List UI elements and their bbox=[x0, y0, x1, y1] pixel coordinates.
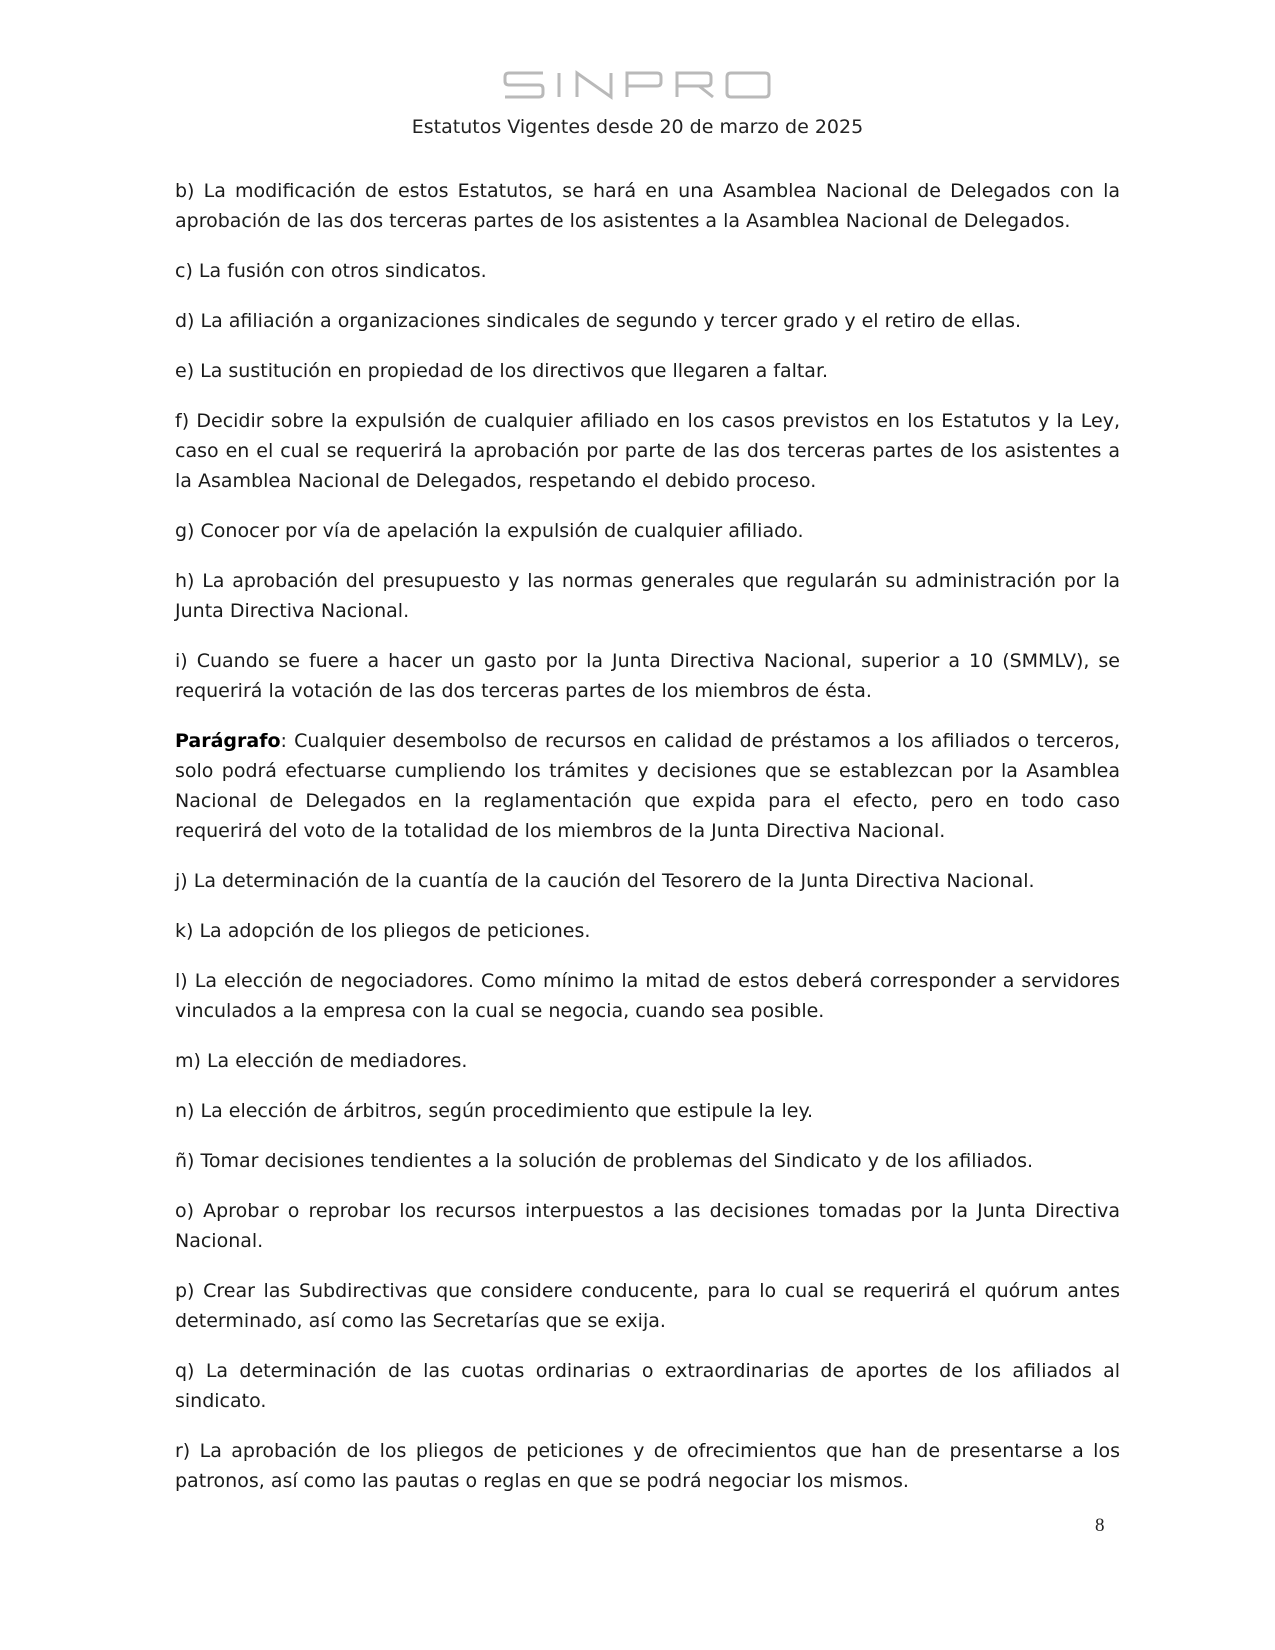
paragraph-h: h) La aprobación del presupuesto y las normas generales que regularán su administración por la Junta Directiva Nacional. bbox=[175, 570, 1120, 622]
paragraph-k: k) La adopción de los pliegos de peticiones. bbox=[175, 920, 591, 942]
paragraph-i: i) Cuando se fuere a hacer un gasto por la Junta Directiva Nacional, superior a 10 (SMMLV), se requerirá la votación de las dos terceras partes de los miembros de ésta. bbox=[175, 650, 1120, 702]
paragraph-p: p) Crear las Subdirectivas que considere conducente, para lo cual se requerirá el quórum antes determinado, así como las Secretarías que se exija. bbox=[175, 1280, 1120, 1332]
paragraph-r: r) La aprobación de los pliegos de peticiones y de ofrecimientos que han de presentarse a los patronos, así como las pautas o reglas en que se podrá negociar los mismos. bbox=[175, 1440, 1120, 1492]
paragraph-j: j) La determinación de la cuantía de la caución del Tesorero de la Junta Directiva Nacional. bbox=[175, 870, 1035, 892]
paragraph-o: o) Aprobar o reprobar los recursos interpuestos a las decisiones tomadas por la Junta Directiva Nacional. bbox=[175, 1200, 1120, 1252]
page-number: 8 bbox=[1095, 1515, 1105, 1536]
paragraph-g: g) Conocer por vía de apelación la expulsión de cualquier afiliado. bbox=[175, 520, 804, 542]
paragraph-q: q) La determinación de las cuotas ordinarias o extraordinarias de aportes de los afiliados al sindicato. bbox=[175, 1360, 1120, 1412]
paragraph-f: f) Decidir sobre la expulsión de cualquier afiliado en los casos previstos en los Estatutos y la Ley, caso en el cual se requerirá la aprobación por parte de las dos terceras partes de los asistentes a la Asamblea Nacional de Delegados, respetando el debido proceso. bbox=[175, 410, 1120, 492]
paragraph-e: e) La sustitución en propiedad de los directivos que llegaren a faltar. bbox=[175, 360, 829, 382]
paragraph-enie: ñ) Tomar decisiones tendientes a la solución de problemas del Sindicato y de los afiliados. bbox=[175, 1150, 1034, 1172]
paragraph-d: d) La afiliación a organizaciones sindicales de segundo y tercer grado y el retiro de ellas. bbox=[175, 310, 1022, 332]
document-subtitle: Estatutos Vigentes desde 20 de marzo de 2025 bbox=[411, 116, 864, 138]
paragrafo-text: : Cualquier desembolso de recursos en calidad de préstamos a los afiliados o terceros, solo podrá efectuarse cumpliendo los trámites y decisiones que se establezcan por la Asamblea Nacional de Delegados en la reglamentación que expida para el efecto, pero en todo caso requerirá del voto de la totalidad de los miembros de la Junta Directiva Nacional. bbox=[175, 730, 1120, 842]
sinpro-logo-icon bbox=[503, 70, 773, 100]
paragrafo-label: Parágrafo bbox=[175, 730, 281, 752]
paragraph-l: l) La elección de negociadores. Como mínimo la mitad de estos deberá corresponder a servidores vinculados a la empresa con la cual se negocia, cuando sea posible. bbox=[175, 970, 1120, 1022]
paragraph-paragrafo bbox=[175, 726, 1120, 846]
paragraph-n: n) La elección de árbitros, según procedimiento que estipule la ley. bbox=[175, 1100, 814, 1122]
sinpro-logo bbox=[0, 70, 1275, 105]
document-body bbox=[175, 176, 1120, 1496]
paragraph-b: b) La modificación de estos Estatutos, se hará en una Asamblea Nacional de Delegados con la aprobación de las dos terceras partes de los asistentes a la Asamblea Nacional de Delegados. bbox=[175, 180, 1120, 232]
paragraph-c: c) La fusión con otros sindicatos. bbox=[175, 260, 487, 282]
paragraph-m: m) La elección de mediadores. bbox=[175, 1050, 468, 1072]
